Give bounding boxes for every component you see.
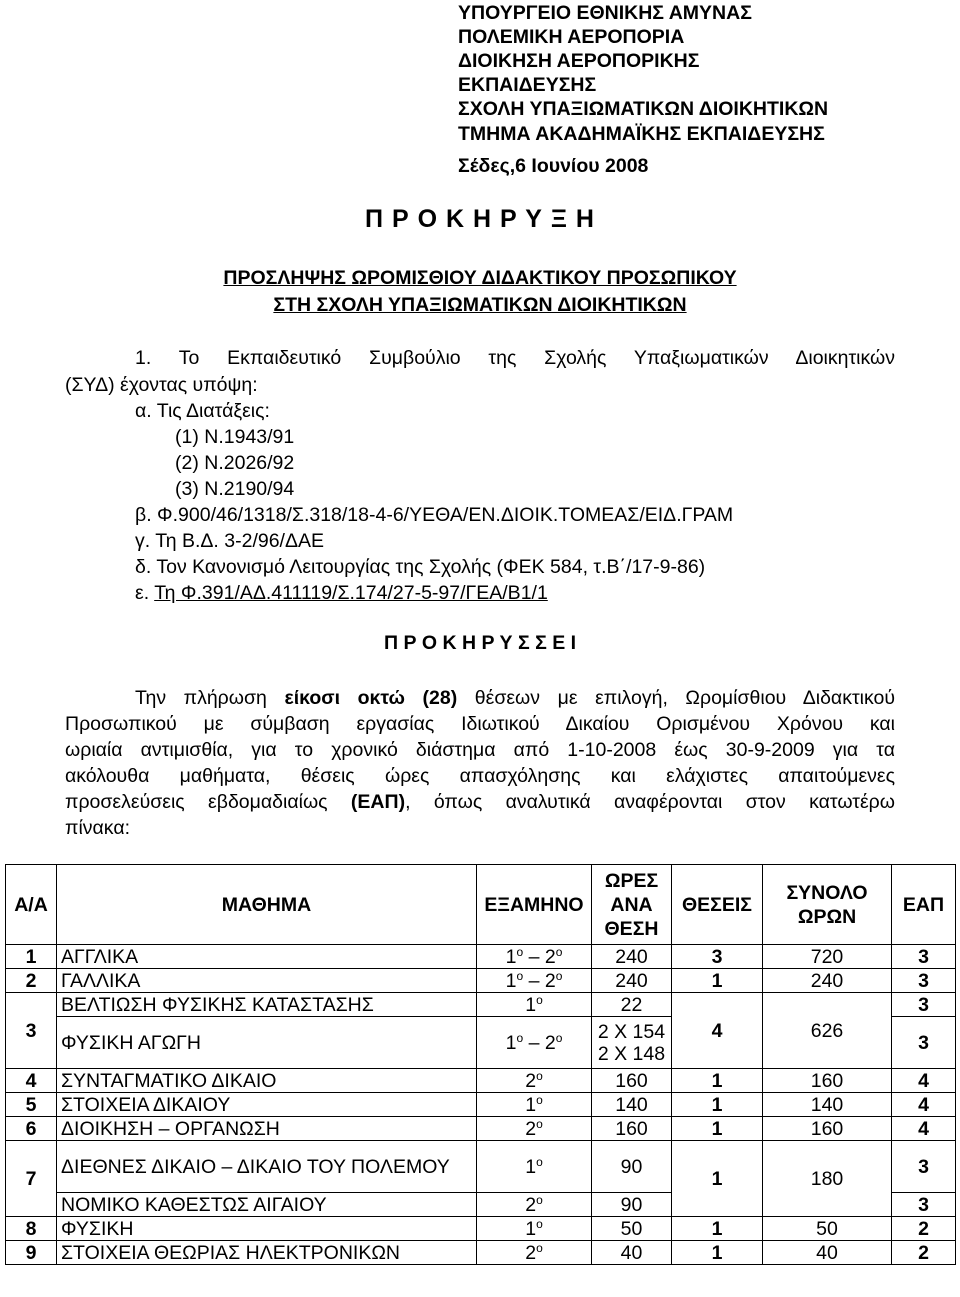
cell-subject: ΦΥΣΙΚΗ ΑΓΩΓΗ bbox=[57, 1017, 477, 1069]
cell-subject: ΑΓΓΛΙΚΑ bbox=[57, 945, 477, 969]
cell-semester: $2^o$ bbox=[477, 1193, 592, 1217]
paragraph-line: ακόλουθα μαθήματα, θέσεις ώρες απασχόλησης και ελάχιστες απαιτούμενες bbox=[65, 765, 895, 787]
cell-total: 626 bbox=[763, 993, 892, 1069]
intro-item: α. Τις Διατάξεις: bbox=[135, 400, 270, 422]
table-row bbox=[6, 945, 956, 969]
cell-aa: 5 bbox=[6, 1093, 57, 1117]
cell-total: 140 bbox=[763, 1093, 892, 1117]
cell-semester: $1^o$ bbox=[477, 1141, 592, 1193]
header-date: Σέδες,6 Ιουνίου 2008 bbox=[458, 155, 649, 177]
header-line: ΔΙΟΙΚΗΣΗ ΑΕΡΟΠΟΡΙΚΗΣ bbox=[458, 50, 700, 72]
paragraph-line: ωριαία αντιμισθία, για το χρονικό διάστημα από 1-10-2008 έως 30-9-2009 για τα bbox=[65, 739, 895, 761]
intro-item: γ. Τη Β.Δ. 3-2/96/ΔΑΕ bbox=[135, 530, 325, 552]
cell-hours: 240 bbox=[592, 969, 672, 993]
subtitle-line-1: ΠΡΟΣΛΗΨΗΣ ΩΡΟΜΙΣΘΙΟΥ ΔΙΔΑΚΤΙΚΟΥ ΠΡΟΣΩΠΙΚΟΥ bbox=[223, 267, 737, 289]
table-row bbox=[6, 1141, 956, 1193]
cell-subject: ΒΕΛΤΙΩΣΗ ΦΥΣΙΚΗΣ ΚΑΤΑΣΤΑΣΗΣ bbox=[57, 993, 477, 1017]
cell-semester: $1^o$ bbox=[477, 1093, 592, 1117]
cell-aa: 9 bbox=[6, 1241, 57, 1265]
proclaims-heading: Π Ρ Ο Κ Η Ρ Υ Σ Σ Ε Ι bbox=[383, 632, 577, 654]
cell-aa: 7 bbox=[6, 1141, 57, 1217]
cell-positions: 4 bbox=[672, 993, 763, 1069]
cell-total: 720 bbox=[763, 945, 892, 969]
intro-item-prefix: ε. bbox=[135, 582, 155, 604]
cell-subject: ΣΤΟΙΧΕΙΑ ΔΙΚΑΙΟΥ bbox=[57, 1093, 477, 1117]
cell-subject: ΔΙΕΘΝΕΣ ΔΙΚΑΙΟ – ΔΙΚΑΙΟ ΤΟΥ ΠΟΛΕΜΟΥ bbox=[57, 1141, 477, 1193]
cell-subject: ΔΙΟΙΚΗΣΗ – ΟΡΓΑΝΩΣΗ bbox=[57, 1117, 477, 1141]
cell-eap: 2 bbox=[892, 1217, 956, 1241]
col-header-eap: ΕΑΠ bbox=[892, 865, 956, 945]
cell-semester: $1^o$ bbox=[477, 993, 592, 1017]
cell-aa: 2 bbox=[6, 969, 57, 993]
col-header-subject: ΜΑΘΗΜΑ bbox=[57, 865, 477, 945]
cell-eap: 2 bbox=[892, 1241, 956, 1265]
cell-semester: $1^o - 2^o$ bbox=[477, 945, 592, 969]
cell-subject: ΝΟΜΙΚΟ ΚΑΘΕΣΤΩΣ ΑΙΓΑΙΟΥ bbox=[57, 1193, 477, 1217]
cell-aa: 8 bbox=[6, 1217, 57, 1241]
cell-hours: 140 bbox=[592, 1093, 672, 1117]
cell-aa: 3 bbox=[6, 993, 57, 1069]
cell-hours: 240 bbox=[592, 945, 672, 969]
intro-line-2: (ΣΥΔ) έχοντας υπόψη: bbox=[65, 374, 258, 396]
cell-eap: 3 bbox=[892, 969, 956, 993]
header-line: ΕΚΠΑΙΔΕΥΣΗΣ bbox=[458, 74, 597, 96]
cell-semester: $2^o$ bbox=[477, 1069, 592, 1093]
cell-total: 40 bbox=[763, 1241, 892, 1265]
cell-eap: 4 bbox=[892, 1093, 956, 1117]
cell-positions: 3 bbox=[672, 945, 763, 969]
cell-hours: 90 bbox=[592, 1141, 672, 1193]
cell-aa: 6 bbox=[6, 1117, 57, 1141]
cell-eap: 3 bbox=[892, 993, 956, 1017]
paragraph-text: Την πλήρωση bbox=[135, 687, 285, 709]
cell-eap: 3 bbox=[892, 945, 956, 969]
table-row bbox=[6, 969, 956, 993]
header-line: ΥΠΟΥΡΓΕΙΟ ΕΘΝΙΚΗΣ ΑΜΥΝΑΣ bbox=[458, 2, 752, 24]
table-row bbox=[6, 1069, 956, 1093]
cell-hours: 90 bbox=[592, 1193, 672, 1217]
intro-item: (3) Ν.2190/94 bbox=[175, 478, 295, 500]
cell-semester: $2^o$ bbox=[477, 1117, 592, 1141]
document-title: Π Ρ Ο Κ Η Ρ Υ Ξ Η bbox=[365, 205, 595, 233]
cell-hours: 160 bbox=[592, 1117, 672, 1141]
cell-eap: 4 bbox=[892, 1069, 956, 1093]
intro-item-underlined: Τη Φ.391/ΑΔ.411119/Σ.174/27-5-97/ΓΕΑ/Β1/1 bbox=[154, 582, 548, 604]
cell-total: 160 bbox=[763, 1117, 892, 1141]
paragraph-line: Προσωπικού με σύμβαση εργασίας Ιδιωτικού Δικαίου Ορισμένου Χρόνου και bbox=[65, 713, 895, 735]
courses-table bbox=[5, 864, 956, 1265]
cell-hours: 50 bbox=[592, 1217, 672, 1241]
paragraph-bold: είκοσι οκτώ (28) bbox=[284, 687, 458, 709]
cell-semester: $1^o - 2^o$ bbox=[477, 969, 592, 993]
cell-eap: 3 bbox=[892, 1017, 956, 1069]
col-header-aa: Α/Α bbox=[6, 865, 57, 945]
intro-item: (2) Ν.2026/92 bbox=[175, 452, 295, 474]
cell-subject: ΣΥΝΤΑΓΜΑΤΙΚΟ ΔΙΚΑΙΟ bbox=[57, 1069, 477, 1093]
intro-item: δ. Τον Κανονισμό Λειτουργίας της Σχολής (ΦΕΚ 584, τ.Β΄/17-9-86) bbox=[135, 556, 706, 578]
cell-positions: 1 bbox=[672, 1093, 763, 1117]
paragraph-text: προσελεύσεις εβδομαδιαίως bbox=[65, 791, 351, 813]
intro-item: (1) Ν.1943/91 bbox=[175, 426, 295, 448]
cell-eap: 3 bbox=[892, 1193, 956, 1217]
cell-hours: 22 bbox=[592, 993, 672, 1017]
table-header-row bbox=[6, 865, 956, 945]
cell-subject: ΦΥΣΙΚΗ bbox=[57, 1217, 477, 1241]
intro-item: β. Φ.900/46/1318/Σ.318/18-4-6/ΥΕΘΑ/ΕΝ.ΔΙΟΙΚ.ΤΟΜΕΑΣ/ΕΙΔ.ΓΡΑΜ bbox=[135, 504, 734, 526]
cell-positions: 1 bbox=[672, 1141, 763, 1217]
cell-semester: $2^o$ bbox=[477, 1241, 592, 1265]
paragraph-text: , όπως αναλυτικά αναφέρονται στον κατωτέρω bbox=[405, 791, 895, 813]
col-header-positions: ΘΕΣΕΙΣ bbox=[672, 865, 763, 945]
cell-semester: $1^o - 2^o$ bbox=[477, 1017, 592, 1069]
paragraph-line bbox=[65, 789, 895, 815]
cell-hours: 40 bbox=[592, 1241, 672, 1265]
header-line: ΣΧΟΛΗ ΥΠΑΞΙΩΜΑΤΙΚΩΝ ΔΙΟΙΚΗΤΙΚΩΝ bbox=[458, 98, 829, 120]
cell-positions: 1 bbox=[672, 1217, 763, 1241]
paragraph-line: πίνακα: bbox=[65, 817, 131, 839]
cell-semester: $1^o$ bbox=[477, 1217, 592, 1241]
cell-total: 50 bbox=[763, 1217, 892, 1241]
cell-subject: ΓΑΛΛΙΚΑ bbox=[57, 969, 477, 993]
cell-total: 240 bbox=[763, 969, 892, 993]
table-row bbox=[6, 1217, 956, 1241]
cell-eap: 4 bbox=[892, 1117, 956, 1141]
cell-total: 160 bbox=[763, 1069, 892, 1093]
cell-eap: 3 bbox=[892, 1141, 956, 1193]
cell-subject: ΣΤΟΙΧΕΙΑ ΘΕΩΡΙΑΣ ΗΛΕΚΤΡΟΝΙΚΩΝ bbox=[57, 1241, 477, 1265]
col-header-total: ΣΥΝΟΛΟ ΩΡΩΝ bbox=[763, 865, 892, 945]
table-row bbox=[6, 1093, 956, 1117]
intro-item-last bbox=[135, 580, 548, 606]
paragraph-line bbox=[135, 685, 895, 711]
cell-total: 180 bbox=[763, 1141, 892, 1217]
table-row bbox=[6, 1117, 956, 1141]
paragraph-bold: (ΕΑΠ) bbox=[350, 791, 406, 813]
subtitle-line-2: ΣΤΗ ΣΧΟΛΗ ΥΠΑΞΙΩΜΑΤΙΚΩΝ ΔΙΟΙΚΗΤΙΚΩΝ bbox=[273, 294, 687, 316]
table-row bbox=[6, 993, 956, 1017]
cell-hours: 2 Χ 154 2 Χ 148 bbox=[592, 1017, 672, 1069]
cell-positions: 1 bbox=[672, 1241, 763, 1265]
col-header-semester: ΕΞΑΜΗΝΟ bbox=[477, 865, 592, 945]
table-row bbox=[6, 1241, 956, 1265]
paragraph-text: θέσεων με επιλογή, Ωρομίσθιου Διδακτικού bbox=[457, 687, 895, 709]
col-header-hours: ΩΡΕΣ ΑΝΑ ΘΕΣΗ bbox=[592, 865, 672, 945]
cell-positions: 1 bbox=[672, 1069, 763, 1093]
cell-positions: 1 bbox=[672, 1117, 763, 1141]
cell-aa: 4 bbox=[6, 1069, 57, 1093]
intro-line-1: 1. Το Εκπαιδευτικό Συμβούλιο της Σχολής Υπαξιωματικών Διοικητικών bbox=[135, 347, 895, 369]
cell-aa: 1 bbox=[6, 945, 57, 969]
header-line: ΤΜΗΜΑ ΑΚΑΔΗΜΑΪΚΗΣ ΕΚΠΑΙΔΕΥΣΗΣ bbox=[458, 123, 825, 145]
header-line: ΠΟΛΕΜΙΚΗ ΑΕΡΟΠΟΡΙΑ bbox=[458, 26, 685, 48]
cell-hours: 160 bbox=[592, 1069, 672, 1093]
cell-positions: 1 bbox=[672, 969, 763, 993]
